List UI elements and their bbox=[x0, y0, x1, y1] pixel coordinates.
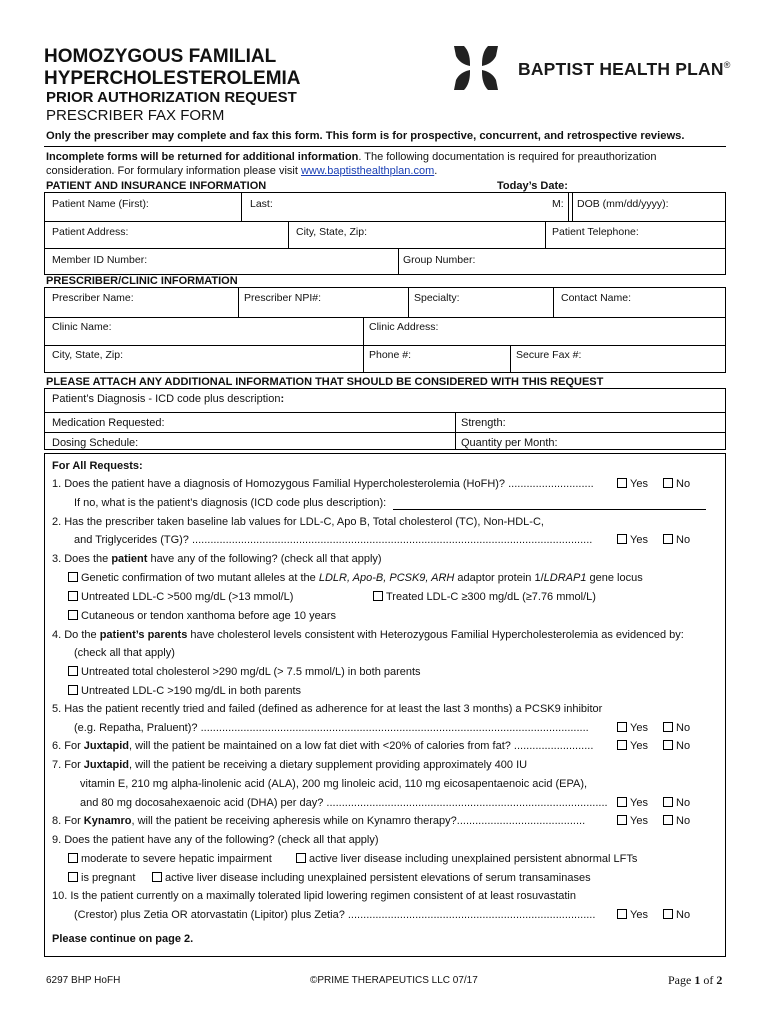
q3-option-untreated-ldl: Untreated LDL-C >500 mg/dL (>13 mmol/L) bbox=[68, 591, 293, 603]
form-subtitle: PRIOR AUTHORIZATION REQUEST bbox=[46, 89, 297, 106]
q3-option-xanthoma: Cutaneous or tendon xanthoma before age 10 years bbox=[68, 610, 336, 622]
q1-no-checkbox[interactable] bbox=[663, 478, 673, 488]
question-7c: and 80 mg docosahexaenoic acid (DHA) per day? ............................................................................................ bbox=[80, 797, 608, 809]
question-8: 8. For Kynamro, will the patient be receiving apheresis while on Kynamro therapy?.......................................... bbox=[52, 815, 586, 827]
q4-option-ldl: Untreated LDL-C >190 mg/dL in both parents bbox=[68, 685, 301, 697]
todays-date-label: Today’s Date: bbox=[497, 180, 568, 192]
patient-mi-field[interactable]: M: bbox=[552, 198, 564, 210]
patient-address-field[interactable]: Patient Address: bbox=[52, 226, 129, 238]
continue-note: Please continue on page 2. bbox=[52, 933, 194, 945]
prescriber-npi-field[interactable]: Prescriber NPI#: bbox=[244, 292, 322, 304]
q9-transaminases-checkbox[interactable] bbox=[152, 872, 162, 882]
contact-name-field[interactable]: Contact Name: bbox=[561, 292, 632, 304]
prescriber-section-heading: PRESCRIBER/CLINIC INFORMATION bbox=[46, 275, 238, 287]
patient-first-name-field[interactable]: Patient Name (First): bbox=[52, 198, 149, 210]
q6-no-checkbox[interactable] bbox=[663, 740, 673, 750]
q6-yes-checkbox[interactable] bbox=[617, 740, 627, 750]
q2-yes-checkbox[interactable] bbox=[617, 534, 627, 544]
q7-no-checkbox[interactable] bbox=[663, 797, 673, 807]
question-4: 4. Do the patient’s parents have cholesterol levels consistent with Heterozygous Familial Hypercholesterolemia as evidenced by: bbox=[52, 629, 684, 641]
q4-ldl-checkbox[interactable] bbox=[68, 685, 78, 695]
question-1b: If no, what is the patient’s diagnosis (ICD code plus description): bbox=[74, 497, 387, 509]
group-number-field[interactable]: Group Number: bbox=[403, 254, 476, 266]
divider bbox=[44, 146, 726, 147]
clinic-name-field[interactable]: Clinic Name: bbox=[52, 321, 112, 333]
question-4b: (check all that apply) bbox=[74, 647, 175, 659]
formulary-link[interactable]: www.baptisthealthplan.com bbox=[300, 164, 435, 177]
question-7: 7. For Juxtapid, will the patient be receiving a dietary supplement providing approximately 400 IU bbox=[52, 759, 528, 771]
attach-notice: PLEASE ATTACH ANY ADDITIONAL INFORMATION THAT SHOULD BE CONSIDERED WITH THIS REQUEST bbox=[46, 376, 604, 388]
q3-option-genetic: Genetic confirmation of two mutant alleles at the LDLR, Apo-B, PCSK9, ARH adaptor protein 1/LDRAP1 gene locus bbox=[68, 572, 643, 584]
q8-answer: Yes No bbox=[617, 815, 690, 827]
q9-hepatic-checkbox[interactable] bbox=[68, 853, 78, 863]
q10-no-checkbox[interactable] bbox=[663, 909, 673, 919]
secure-fax-field[interactable]: Secure Fax #: bbox=[516, 349, 582, 361]
q9-option-hepatic: moderate to severe hepatic impairment bbox=[68, 853, 272, 865]
q10-answer: Yes No bbox=[617, 909, 690, 921]
form-code: 6297 BHP HoFH bbox=[46, 975, 121, 986]
q7-answer: Yes No bbox=[617, 797, 690, 809]
q1b-answer-line[interactable] bbox=[393, 509, 706, 510]
patient-last-name-field[interactable]: Last: bbox=[250, 198, 273, 210]
phone-field[interactable]: Phone #: bbox=[369, 349, 412, 361]
patient-dob-field[interactable]: DOB (mm/dd/yyyy): bbox=[577, 198, 669, 210]
q8-yes-checkbox[interactable] bbox=[617, 815, 627, 825]
q6-answer: Yes No bbox=[617, 740, 690, 752]
prescriber-name-field[interactable]: Prescriber Name: bbox=[52, 292, 134, 304]
q7-yes-checkbox[interactable] bbox=[617, 797, 627, 807]
q2-answer: Yes No bbox=[617, 534, 690, 546]
question-10: 10. Is the patient currently on a maximally tolerated lipid lowering regimen consistent of at least rosuvastatin bbox=[52, 890, 576, 902]
quantity-field[interactable]: Quantity per Month: bbox=[461, 437, 558, 449]
question-2: 2. Has the prescriber taken baseline lab values for LDL-C, Apo B, Total cholesterol (TC), Non-HDL-C, bbox=[52, 516, 544, 528]
q4-total-checkbox[interactable] bbox=[68, 666, 78, 676]
q5-no-checkbox[interactable] bbox=[663, 722, 673, 732]
q1-yes-checkbox[interactable] bbox=[617, 478, 627, 488]
diagnosis-field[interactable]: Patient’s Diagnosis - ICD code plus description: bbox=[52, 393, 285, 405]
q9-lfts-checkbox[interactable] bbox=[296, 853, 306, 863]
q8-no-checkbox[interactable] bbox=[663, 815, 673, 825]
medication-requested-field[interactable]: Medication Requested: bbox=[52, 417, 165, 429]
dosing-schedule-field[interactable]: Dosing Schedule: bbox=[52, 437, 139, 449]
question-6: 6. For Juxtapid, will the patient be maintained on a low fat diet with <20% of calories from fat? .......................... bbox=[52, 740, 594, 752]
patient-city-field[interactable]: City, State, Zip: bbox=[296, 226, 367, 238]
q1-answer: Yes No bbox=[617, 478, 690, 490]
form-title: HOMOZYGOUS FAMILIAL HYPERCHOLESTEROLEMIA bbox=[44, 46, 301, 89]
logo-wordmark: BAPTIST HEALTH PLAN® bbox=[518, 59, 731, 79]
q9-pregnant-checkbox[interactable] bbox=[68, 872, 78, 882]
question-5: 5. Has the patient recently tried and failed (defined as adherence for at least the last 3 months) a PCSK9 inhibitor bbox=[52, 703, 603, 715]
specialty-field[interactable]: Specialty: bbox=[414, 292, 460, 304]
question-5b: (e.g. Repatha, Praluent)? ............................................................................................................................... bbox=[74, 722, 589, 734]
patient-telephone-field[interactable]: Patient Telephone: bbox=[552, 226, 639, 238]
question-7b: vitamin E, 210 mg alpha-linolenic acid (ALA), 200 mg linoleic acid, 110 mg eicosapentaenoic acid (EPA), bbox=[80, 778, 588, 790]
page-number: Page 1 of 2 bbox=[668, 973, 723, 987]
question-1: 1. Does the patient have a diagnosis of Homozygous Familial Hypercholesterolemia (HoFH)? ............................ bbox=[52, 478, 594, 490]
q4-option-total-cholesterol: Untreated total cholesterol >290 mg/dL (> 7.5 mmol/L) in both parents bbox=[68, 666, 421, 678]
question-3: 3. Does the patient have any of the following? (check all that apply) bbox=[52, 553, 382, 565]
member-id-field[interactable]: Member ID Number: bbox=[52, 254, 148, 266]
q9-option-transaminases: active liver disease including unexplained persistent elevations of serum transaminases bbox=[152, 872, 591, 884]
q10-yes-checkbox[interactable] bbox=[617, 909, 627, 919]
patient-section-heading: PATIENT AND INSURANCE INFORMATION bbox=[46, 180, 267, 192]
q2-no-checkbox[interactable] bbox=[663, 534, 673, 544]
question-9: 9. Does the patient have any of the following? (check all that apply) bbox=[52, 834, 379, 846]
instructions: Incomplete forms will be returned for additional information. The following documentation is required for preauthorization consideration. For formulary information please visit www.baptisthealthplan.com. bbox=[46, 151, 657, 177]
q9-option-pregnant: is pregnant bbox=[68, 872, 135, 884]
strength-field[interactable]: Strength: bbox=[461, 417, 506, 429]
question-10b: (Crestor) plus Zetia OR atorvastatin (Lipitor) plus Zetia? ................................................................................. bbox=[74, 909, 596, 921]
intro-text: Only the prescriber may complete and fax this form. This form is for prospective, concurrent, and retrospective reviews. bbox=[46, 130, 685, 142]
q9-option-lfts: active liver disease including unexplained persistent abnormal LFTs bbox=[296, 853, 637, 865]
copyright: ©PRIME THERAPEUTICS LLC 07/17 bbox=[310, 975, 478, 986]
clinic-address-field[interactable]: Clinic Address: bbox=[369, 321, 439, 333]
q5-answer: Yes No bbox=[617, 722, 690, 734]
clinic-city-field[interactable]: City, State, Zip: bbox=[52, 349, 123, 361]
q3-untreated-checkbox[interactable] bbox=[68, 591, 78, 601]
question-2b: and Triglycerides (TG)? ................................................................................................................................... bbox=[74, 534, 593, 546]
q3-option-treated-ldl: Treated LDL-C ≥300 mg/dL (≥7.76 mmol/L) bbox=[373, 591, 596, 603]
baptist-logo-icon bbox=[450, 44, 502, 92]
q3-genetic-checkbox[interactable] bbox=[68, 572, 78, 582]
q3-treated-checkbox[interactable] bbox=[373, 591, 383, 601]
q3-xanthoma-checkbox[interactable] bbox=[68, 610, 78, 620]
q5-yes-checkbox[interactable] bbox=[617, 722, 627, 732]
form-type: PRESCRIBER FAX FORM bbox=[46, 107, 225, 124]
questions-heading: For All Requests: bbox=[52, 460, 143, 472]
